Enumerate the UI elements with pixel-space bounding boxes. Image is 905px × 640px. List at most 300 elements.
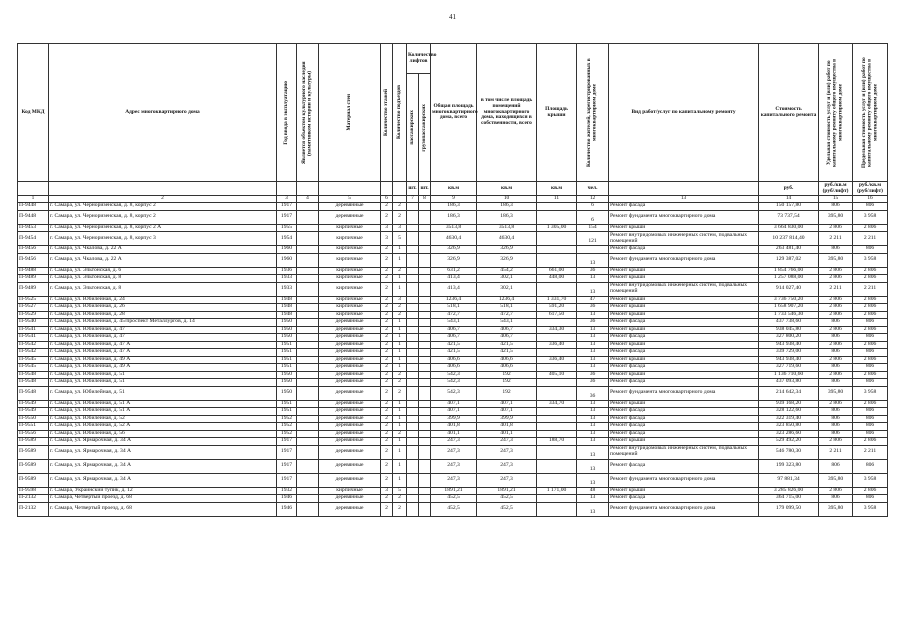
cell-res: 47 — [577, 296, 609, 304]
cell-pass — [407, 349, 419, 357]
cell-code: П-9541 — [18, 334, 49, 342]
cell-heritage — [297, 415, 319, 423]
cell-unit: 2 806 — [819, 371, 853, 379]
cell-work: Ремонт крыши — [609, 311, 759, 319]
cell-res: 13 — [577, 423, 609, 431]
cell-heritage — [297, 495, 319, 503]
cell-res: 13 — [577, 282, 609, 296]
cell-pass — [407, 364, 419, 372]
cell-mat: деревянные — [319, 495, 381, 503]
cell-addr: г. Самара, ул. Юбилейная, д. 51 — [49, 371, 277, 379]
header-entrances: Количество подъездов — [393, 44, 407, 182]
table-row — [18, 502, 888, 516]
cell-owned: 472,7 — [477, 311, 537, 319]
cell-mat: деревянные — [319, 349, 381, 357]
cell-mat: кирпичные — [319, 282, 381, 296]
cell-total: 399,9 — [431, 415, 477, 423]
cell-frt — [419, 275, 431, 283]
unit-empty-7 — [393, 182, 407, 196]
cell-max: 806 — [853, 430, 888, 438]
cell-year: 1917 — [277, 203, 297, 211]
cell-heritage — [297, 364, 319, 372]
cell-cost: 10 237 814,40 — [759, 232, 819, 246]
cell-ent: 1 — [393, 341, 407, 349]
cell-unit: 806 — [819, 459, 853, 473]
cell-year: 1917 — [277, 445, 297, 459]
cell-roof — [537, 334, 577, 342]
cell-addr: г. Самара, ул. Юбилейная, д. 28 — [49, 311, 277, 319]
cell-year: 1933 — [277, 282, 297, 296]
column-number: 11 — [537, 196, 577, 203]
cell-total: 472,7 — [431, 311, 477, 319]
cell-ent: 1 — [393, 349, 407, 357]
cell-mat: деревянные — [319, 415, 381, 423]
cell-mat: деревянные — [319, 341, 381, 349]
cell-addr: г. Самара, ул. Юбилейная, д. 51 — [49, 379, 277, 387]
table-row — [18, 224, 888, 232]
cell-ent: 1 — [393, 319, 407, 327]
cell-owned: 518,1 — [477, 304, 537, 312]
cell-code: П-9551 — [18, 423, 49, 431]
cell-cost: 199 323,80 — [759, 459, 819, 473]
cell-max: 2 806 — [853, 311, 888, 319]
cell-owned: 4630,4 — [477, 232, 537, 246]
unit-pcs-2: шт. — [419, 182, 431, 196]
cell-max: 3 958 — [853, 210, 888, 224]
cell-heritage — [297, 253, 319, 267]
cell-ent: 2 — [393, 311, 407, 319]
cell-code: П-9548 — [18, 386, 49, 400]
cell-pass — [407, 459, 419, 473]
cell-pass — [407, 341, 419, 349]
cell-year: 1948 — [277, 296, 297, 304]
cell-year: 1932 — [277, 487, 297, 495]
cell-res: 13 — [577, 311, 609, 319]
cell-work: Ремонт крыши — [609, 275, 759, 283]
cell-heritage — [297, 356, 319, 364]
cell-total: 326,9 — [431, 253, 477, 267]
cell-work: Ремонт фундамента многоквартирного дома — [609, 253, 759, 267]
column-number: 7 — [407, 196, 419, 203]
column-number: 4 — [297, 196, 319, 203]
cell-mat: кирпичные — [319, 304, 381, 312]
cell-roof — [537, 408, 577, 416]
cell-owned: 421,5 — [477, 349, 537, 357]
cell-heritage — [297, 311, 319, 319]
header-year: Год ввода в эксплуатацию — [277, 44, 297, 182]
cell-res: 13 — [577, 502, 609, 516]
cell-roof — [537, 415, 577, 423]
cell-frt — [419, 445, 431, 459]
cell-fl: 2 — [381, 311, 393, 319]
unit-area-1: кв.м — [431, 182, 477, 196]
cell-pass — [407, 473, 419, 487]
cell-addr: г. Самара, ул. Эльтонская, д. 8 — [49, 282, 277, 296]
cell-heritage — [297, 400, 319, 408]
cell-fl: 2 — [381, 210, 393, 224]
cell-res: 36 — [577, 304, 609, 312]
cell-max: 2 806 — [853, 224, 888, 232]
cell-fl: 2 — [381, 364, 393, 372]
cell-total: 543,1 — [431, 319, 477, 327]
unit-rub-sqm-1: руб./кв.м (руб/лифт) — [819, 182, 853, 196]
cell-total: 1236,4 — [431, 296, 477, 304]
cell-mat: деревянные — [319, 386, 381, 400]
column-number: 15 — [819, 196, 853, 203]
capital-repair-table — [17, 43, 888, 517]
cell-ent: 1 — [393, 326, 407, 334]
cell-frt — [419, 326, 431, 334]
cell-res: 48 — [577, 487, 609, 495]
cell-code: П-9448 — [18, 203, 49, 211]
cell-max: 806 — [853, 203, 888, 211]
cell-code: П-9525 — [18, 296, 49, 304]
cell-frt — [419, 210, 431, 224]
cell-roof — [537, 502, 577, 516]
cell-work: Ремонт фасада — [609, 430, 759, 438]
cell-work: Ремонт внутридомовых инженерных систем, подвальных помещений — [609, 445, 759, 459]
column-number: 10 — [477, 196, 537, 203]
cell-addr: г. Самара, ул. Эльтонская, д. 6 — [49, 267, 277, 275]
cell-addr: г. Самара, ул. Юбилейная, д. 49 А — [49, 356, 277, 364]
cell-code: П-9489 — [18, 275, 49, 283]
cell-code: П-9589 — [18, 445, 49, 459]
cell-pass — [407, 445, 419, 459]
cell-pass — [407, 487, 419, 495]
cell-heritage — [297, 349, 319, 357]
cell-max: 2 806 — [853, 267, 888, 275]
cell-cost: 943 938,40 — [759, 356, 819, 364]
table-row — [18, 282, 888, 296]
cell-cost: 1 658 907,20 — [759, 304, 819, 312]
cell-unit: 2 806 — [819, 267, 853, 275]
cell-roof — [537, 386, 577, 400]
cell-owned: 247,3 — [477, 445, 537, 459]
cell-heritage — [297, 473, 319, 487]
cell-max: 2 211 — [853, 445, 888, 459]
cell-year: 1917 — [277, 459, 297, 473]
cell-frt — [419, 459, 431, 473]
cell-total: 631,2 — [431, 267, 477, 275]
cell-heritage — [297, 371, 319, 379]
cell-max: 806 — [853, 423, 888, 431]
cell-heritage — [297, 319, 319, 327]
cell-res: 36 — [577, 319, 609, 327]
cell-code: П-9548 — [18, 371, 49, 379]
cell-fl: 2 — [381, 473, 393, 487]
cell-owned: 407,1 — [477, 400, 537, 408]
header-works: Вид работ/услуг по капитальному ремонту — [609, 44, 759, 182]
header-code: Код МКД — [18, 44, 49, 182]
cell-max: 2 806 — [853, 438, 888, 446]
cell-mat: кирпичные — [319, 275, 381, 283]
cell-frt — [419, 224, 431, 232]
cell-frt — [419, 400, 431, 408]
header-roof-area: Площадь крыши — [537, 44, 577, 182]
cell-addr: г. Самара, ул. Черноризенская, д. 8, корпус 2 А — [49, 224, 277, 232]
cell-cost: 214 642,34 — [759, 386, 819, 400]
header-address: Адрес многоквартирного дома — [49, 44, 277, 182]
cell-owned: 401,8 — [477, 423, 537, 431]
cell-cost: 546 780,30 — [759, 445, 819, 459]
cell-code: П-9598 — [18, 487, 49, 495]
cell-frt — [419, 487, 431, 495]
cell-owned: 302,1 — [477, 282, 537, 296]
cell-year: 1917 — [277, 438, 297, 446]
cell-total: 186,3 — [431, 203, 477, 211]
cell-cost: 1 136 710,60 — [759, 371, 819, 379]
cell-ent: 2 — [393, 210, 407, 224]
cell-ent: 1 — [393, 438, 407, 446]
cell-unit: 2 211 — [819, 282, 853, 296]
cell-pass — [407, 408, 419, 416]
unit-empty-6 — [381, 182, 393, 196]
cell-mat: кирпичные — [319, 246, 381, 254]
cell-roof: 188,70 — [537, 438, 577, 446]
cell-ent: 2 — [393, 386, 407, 400]
cell-frt — [419, 341, 431, 349]
cell-roof — [537, 445, 577, 459]
cell-work: Ремонт фасада — [609, 379, 759, 387]
cell-ent: 2 — [393, 502, 407, 516]
cell-res: 13 — [577, 438, 609, 446]
cell-max: 2 806 — [853, 371, 888, 379]
cell-code: П-2132 — [18, 495, 49, 503]
cell-work: Ремонт фасада — [609, 423, 759, 431]
cell-heritage — [297, 423, 319, 431]
cell-roof — [537, 349, 577, 357]
cell-roof: 1 305,00 — [537, 224, 577, 232]
cell-frt — [419, 267, 431, 275]
cell-cost: 129 387,02 — [759, 253, 819, 267]
cell-unit: 2 806 — [819, 224, 853, 232]
cell-unit: 2 806 — [819, 275, 853, 283]
cell-res: 36 — [577, 386, 609, 400]
cell-fl: 2 — [381, 408, 393, 416]
cell-total: 406,7 — [431, 334, 477, 342]
cell-total: 247,3 — [431, 459, 477, 473]
cell-owned: 421,5 — [477, 341, 537, 349]
cell-owned: 247,3 — [477, 438, 537, 446]
cell-total: 518,1 — [431, 304, 477, 312]
header-cost: Стоимость капитального ремонта — [759, 44, 819, 182]
cell-mat: деревянные — [319, 371, 381, 379]
cell-ent: 2 — [393, 430, 407, 438]
cell-roof — [537, 364, 577, 372]
cell-work: Ремонт крыши — [609, 296, 759, 304]
cell-year: 1950 — [277, 319, 297, 327]
page-number: 41 — [449, 13, 456, 21]
cell-unit: 2 806 — [819, 296, 853, 304]
cell-code: П-9489 — [18, 282, 49, 296]
cell-addr: г. Самара, ул. Ярмарочная, д. 34 А — [49, 473, 277, 487]
table-row — [18, 232, 888, 246]
cell-cost: 1 733 546,30 — [759, 311, 819, 319]
cell-cost: 939 168,20 — [759, 400, 819, 408]
cell-fl: 2 — [381, 296, 393, 304]
cell-heritage — [297, 267, 319, 275]
cell-unit: 2 211 — [819, 445, 853, 459]
cell-ent: 3 — [393, 224, 407, 232]
table-row — [18, 408, 888, 416]
cell-max: 806 — [853, 349, 888, 357]
cell-mat: деревянные — [319, 430, 381, 438]
column-number: 3 — [277, 196, 297, 203]
cell-ent: 2 — [393, 495, 407, 503]
cell-addr: г. Самара, ул. Чкалова, д. 22 А — [49, 253, 277, 267]
cell-cost: 323 286,60 — [759, 430, 819, 438]
header-unit-cost: Удельная стоимость услуг и (или) работ по капитальному ремонту общего имущества в многоквартирном доме — [819, 44, 853, 182]
cell-total: 1891,21 — [431, 487, 477, 495]
cell-owned: 326,9 — [477, 253, 537, 267]
table-row — [18, 473, 888, 487]
cell-total: 542,3 — [431, 379, 477, 387]
cell-year: 1955 — [277, 224, 297, 232]
cell-max: 806 — [853, 334, 888, 342]
cell-total: 542,3 — [431, 371, 477, 379]
cell-total: 407,1 — [431, 400, 477, 408]
cell-cost: 179 099,50 — [759, 502, 819, 516]
cell-heritage — [297, 232, 319, 246]
column-number: 5 — [319, 196, 381, 203]
column-number: 12 — [577, 196, 609, 203]
cell-addr: г. Самара, ул. Юбилейная, д. 52 А — [49, 423, 277, 431]
cell-unit: 806 — [819, 246, 853, 254]
cell-frt — [419, 423, 431, 431]
cell-max: 806 — [853, 459, 888, 473]
cell-owned: 1891,21 — [477, 487, 537, 495]
table-row — [18, 349, 888, 357]
cell-ent: 1 — [393, 282, 407, 296]
cell-total: 247,3 — [431, 473, 477, 487]
cell-ent: 1 — [393, 253, 407, 267]
cell-roof: 617,50 — [537, 311, 577, 319]
cell-pass — [407, 304, 419, 312]
cell-code: П-9454 — [18, 232, 49, 246]
cell-heritage — [297, 246, 319, 254]
cell-frt — [419, 415, 431, 423]
cell-mat: деревянные — [319, 473, 381, 487]
cell-fl: 2 — [381, 267, 393, 275]
cell-year: 1952 — [277, 423, 297, 431]
cell-work: Ремонт крыши — [609, 487, 759, 495]
cell-res: 13 — [577, 341, 609, 349]
cell-res: 13 — [577, 364, 609, 372]
cell-addr: г. Самара, Четвертый проезд, д. 68 — [49, 502, 277, 516]
cell-cost: 328 122,60 — [759, 408, 819, 416]
cell-cost: 327 800,20 — [759, 334, 819, 342]
cell-total: 406,6 — [431, 356, 477, 364]
cell-total: 4630,4 — [431, 232, 477, 246]
cell-mat: деревянные — [319, 334, 381, 342]
cell-code: П-9550 — [18, 415, 49, 423]
cell-heritage — [297, 438, 319, 446]
cell-fl: 2 — [381, 304, 393, 312]
cell-owned: 192 — [477, 371, 537, 379]
cell-year: 1954 — [277, 232, 297, 246]
cell-pass — [407, 296, 419, 304]
cell-mat: деревянные — [319, 364, 381, 372]
cell-total: 421,5 — [431, 349, 477, 357]
cell-unit: 395,80 — [819, 502, 853, 516]
cell-max: 2 211 — [853, 282, 888, 296]
cell-res: 13 — [577, 349, 609, 357]
cell-unit: 806 — [819, 495, 853, 503]
cell-mat: деревянные — [319, 408, 381, 416]
cell-year: 1950 — [277, 326, 297, 334]
cell-cost: 1 854 766,00 — [759, 267, 819, 275]
cell-heritage — [297, 304, 319, 312]
table-row — [18, 364, 888, 372]
table-row — [18, 379, 888, 387]
cell-fl: 2 — [381, 495, 393, 503]
cell-year: 1951 — [277, 408, 297, 416]
cell-ent: 1 — [393, 400, 407, 408]
cell-addr: г. Самара, ул. Юбилейная, д. 45/проспект Металлургов, д. 14 — [49, 319, 277, 327]
header-elevators: Количество лифтов — [407, 44, 431, 74]
cell-owned: 406,7 — [477, 326, 537, 334]
cell-work: Ремонт фасада — [609, 246, 759, 254]
cell-year: 1951 — [277, 341, 297, 349]
cell-owned: 247,3 — [477, 473, 537, 487]
unit-rub-sqm-2: руб./кв.м (руб/лифт) — [853, 182, 888, 196]
cell-addr: г. Самара, ул. Юбилейная, д. 49 А — [49, 364, 277, 372]
cell-unit: 395,80 — [819, 473, 853, 487]
cell-heritage — [297, 408, 319, 416]
cell-code: П-9589 — [18, 473, 49, 487]
cell-pass — [407, 246, 419, 254]
header-residents: Количество жителей, зарегистрированных в многоквартирном доме — [577, 44, 609, 182]
cell-roof — [537, 379, 577, 387]
cell-year: 1950 — [277, 371, 297, 379]
cell-ent: 1 — [393, 423, 407, 431]
cell-roof: 405,10 — [537, 371, 577, 379]
cell-frt — [419, 282, 431, 296]
cell-year: 1951 — [277, 364, 297, 372]
cell-mat: кирпичные — [319, 224, 381, 232]
unit-empty-2 — [49, 182, 277, 196]
cell-owned: 399,9 — [477, 415, 537, 423]
cell-owned: 247,3 — [477, 459, 537, 473]
cell-res: 13 — [577, 459, 609, 473]
cell-pass — [407, 438, 419, 446]
cell-fl: 2 — [381, 415, 393, 423]
cell-year: 1951 — [277, 349, 297, 357]
cell-pass — [407, 210, 419, 224]
cell-addr: г. Самара, ул. Черноризенская, д. 8, корпус 3 — [49, 232, 277, 246]
header-floors: Количество этажей — [381, 44, 393, 182]
cell-work: Ремонт фасада — [609, 203, 759, 211]
cell-unit: 806 — [819, 203, 853, 211]
cell-work: Ремонт фасада — [609, 364, 759, 372]
cell-mat: кирпичные — [319, 232, 381, 246]
table-row — [18, 459, 888, 473]
cell-unit: 806 — [819, 423, 853, 431]
cell-heritage — [297, 282, 319, 296]
cell-work: Ремонт крыши — [609, 326, 759, 334]
cell-total: 186,3 — [431, 210, 477, 224]
cell-pass — [407, 232, 419, 246]
cell-owned: 406,6 — [477, 356, 537, 364]
table-row — [18, 304, 888, 312]
header-max-cost: Предельная стоимость услуг и (или) работ по капитальному ремонту общего имущества в многоквартирном доме — [853, 44, 888, 182]
cell-fl: 2 — [381, 438, 393, 446]
cell-roof: 336,40 — [537, 356, 577, 364]
cell-pass — [407, 386, 419, 400]
cell-fl: 2 — [381, 423, 393, 431]
cell-fl: 2 — [381, 400, 393, 408]
cell-ent: 1 — [393, 275, 407, 283]
